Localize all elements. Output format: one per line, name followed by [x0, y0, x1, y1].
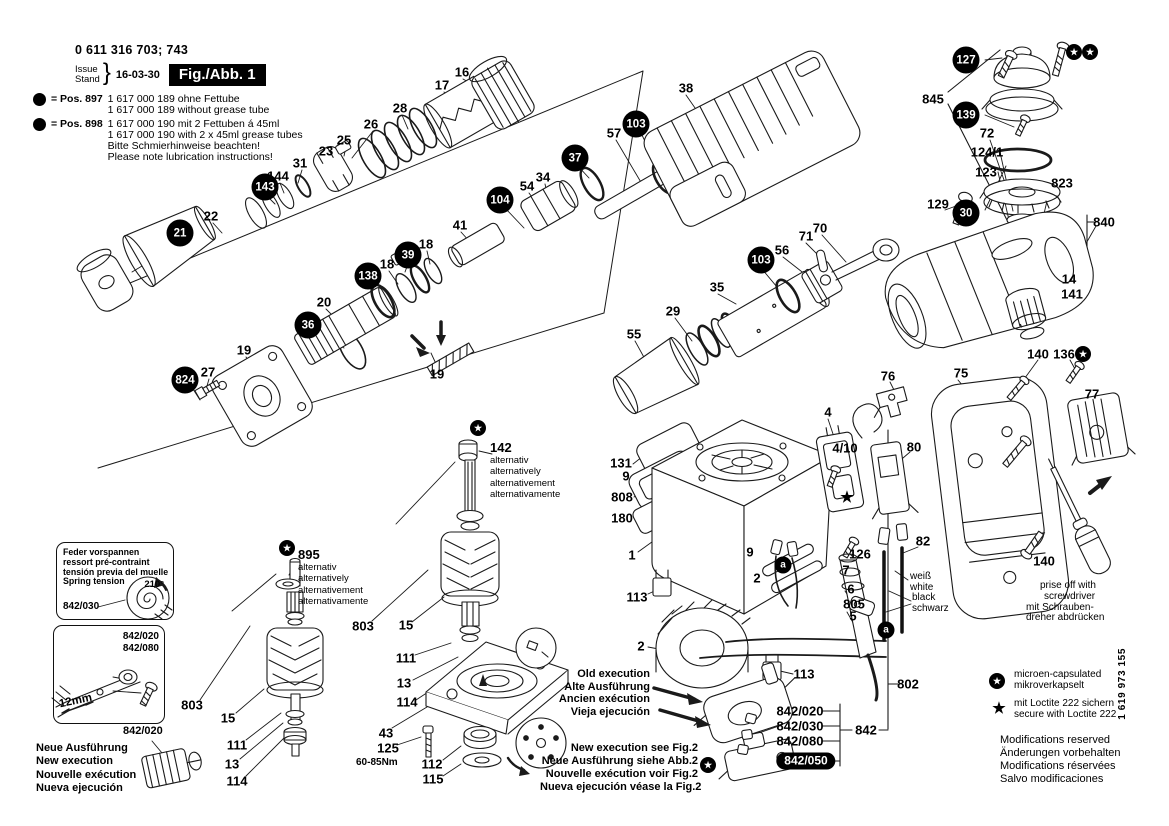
part-callout-141: 141: [1061, 286, 1083, 302]
part-callout-82: 82: [915, 533, 931, 549]
part-callout-103: 103: [623, 111, 650, 138]
part-callout-19: 19: [236, 342, 252, 358]
part-callout-113: 113: [793, 666, 815, 682]
part-callout-70: 70: [812, 220, 828, 236]
part-callout-41: 41: [452, 217, 468, 233]
part-callout-31: 31: [292, 155, 308, 171]
legend-microencapsulated: microen-capsulated mikroverkapselt: [1014, 669, 1102, 691]
part-callout-77: 77: [1084, 386, 1100, 402]
part-callout-114: 114: [396, 694, 418, 710]
part-callout-103: 103: [748, 247, 775, 274]
part-callout-75: 75: [953, 365, 969, 381]
part-callout--: ★: [1066, 44, 1082, 60]
part-callout-76: 76: [880, 368, 896, 384]
pos-898-label: = Pos. 898: [51, 118, 103, 130]
part-callout-143: 143: [252, 174, 279, 201]
part-callout-30: 30: [953, 200, 980, 227]
part-callout--: ★: [700, 757, 716, 773]
part-callout-43: 43: [378, 725, 394, 741]
part-callout-55: 55: [626, 326, 642, 342]
part-callout--: ★: [1075, 346, 1091, 362]
part-callout-15: 15: [398, 617, 414, 633]
part-callout-21: 21: [167, 220, 194, 247]
part-callout-16: 16: [454, 64, 470, 80]
part-callout-13: 13: [396, 675, 412, 691]
product-numbers: 0 611 316 703; 743: [75, 43, 189, 57]
part-callout-71: 71: [798, 228, 814, 244]
part-callout-129: 129: [927, 196, 949, 212]
part-callout-38: 38: [678, 80, 694, 96]
alt-895-lines: alternativ alternatively alternativement alternativamente: [298, 562, 369, 607]
part-callout-114: 114: [226, 773, 248, 789]
part-callout--: ★: [989, 673, 1005, 689]
part-callout-15: 15: [220, 710, 236, 726]
part-callout-111: 111: [226, 737, 248, 753]
part-callout-56: 56: [774, 242, 790, 258]
part-callout-25: 25: [336, 132, 352, 148]
part-callout-840: 840: [1093, 214, 1115, 230]
part-callout-a: a: [775, 557, 792, 574]
part-callout-72: 72: [979, 125, 995, 141]
wrench-refs: 842/020 842/080: [122, 631, 159, 654]
part-callout-842-020: 842/020: [776, 703, 824, 719]
part-callout-9: 9: [622, 468, 630, 484]
brace-glyph: }: [102, 59, 111, 86]
part-callout-26: 26: [363, 116, 379, 132]
part-callout-13: 13: [224, 756, 240, 772]
part-callout-124-1: 124/1: [970, 144, 1004, 160]
part-callout-139: 139: [953, 102, 980, 129]
alt-142-number: 142: [490, 440, 512, 455]
part-callout-842-080: 842/080: [776, 733, 824, 749]
wire-black-label: black schwarz: [912, 592, 949, 614]
part-callout-125: 125: [377, 740, 399, 756]
part-callout-180: 180: [611, 510, 633, 526]
wrench-dimension: 12mm: [58, 691, 94, 711]
part-callout-2: 2: [637, 638, 645, 654]
torque-label: 60-85Nm: [356, 757, 398, 768]
part-callout-28: 28: [392, 100, 408, 116]
part-callout-4: 4: [824, 404, 832, 420]
part-callout-112: 112: [421, 756, 443, 772]
stand-label: Stand: [75, 73, 100, 85]
new-execution-note: Neue Ausführung New execution Nouvelle exécution Nueva ejecución: [36, 742, 137, 795]
issue-date: 16-03-30: [115, 68, 160, 81]
part-callout-36: 36: [295, 312, 322, 339]
prise-off-note: prise off with screwdriver mit Schrauben- dreher abdrücken: [1026, 580, 1105, 624]
part-callout-126: 126: [849, 546, 871, 562]
part-callout-111: 111: [395, 650, 417, 666]
part-callout-824: 824: [172, 367, 199, 394]
part-callout-803: 803: [181, 697, 203, 713]
part-callout-29: 29: [665, 303, 681, 319]
modifications-note: Modifications reserved Änderungen vorbehalten Modifications réservées Salvo modificaciones: [1000, 734, 1121, 785]
part-callout-842-030: 842/030: [776, 718, 824, 734]
part-callout-144: 144: [267, 168, 289, 184]
part-callout-14: 14: [1061, 271, 1077, 287]
part-callout-23: 23: [318, 143, 334, 159]
part-callout-6: 6: [847, 581, 855, 597]
part-callout-136: 136: [1053, 346, 1075, 362]
part-callout-4-10: 4/10: [832, 440, 858, 456]
pos-898-lines: 1 617 000 190 mit 2 Fettuben á 45ml 1 617 000 190 with 2 x 45ml grease tubes Bitte Schmierhinweise beachten! Please note lubrication instructions!: [107, 118, 303, 163]
part-callout-842-050: 842/050: [776, 753, 835, 770]
part-callout-20: 20: [316, 294, 332, 310]
document-number: 1 619 973 155: [1117, 648, 1128, 720]
alt-895-number: 895: [298, 547, 320, 562]
part-callout-123: 123: [975, 164, 997, 180]
pos-897-lines: 1 617 000 189 ohne Fettube 1 617 000 189 without grease tube: [107, 93, 270, 116]
part-callout-802: 802: [897, 676, 919, 692]
part-callout-7: 7: [842, 562, 850, 578]
part-callout-18: 18: [418, 236, 434, 252]
part-callout-57: 57: [606, 125, 622, 141]
part-callout-140: 140: [1027, 346, 1049, 362]
part-callout-22: 22: [203, 208, 219, 224]
figure-label: Fig./Abb. 1: [169, 64, 266, 86]
part-callout-104: 104: [487, 187, 514, 214]
part-callout-37: 37: [562, 145, 589, 172]
part-callout-131: 131: [610, 455, 632, 471]
legend-loctite: mit Loctite 222 sichern secure with Loctite 222: [1014, 698, 1117, 720]
part-callout-1: 1: [628, 547, 636, 563]
spring-angle: 210°: [144, 579, 164, 590]
part-callout-80: 80: [906, 439, 922, 455]
part-callout-a: a: [878, 622, 895, 639]
part-callout--: ★: [1082, 44, 1098, 60]
part-callout-19: 19: [429, 366, 445, 382]
part-callout-17: 17: [434, 77, 450, 93]
part-callout-54: 54: [519, 178, 535, 194]
part-callout-113: 113: [626, 589, 648, 605]
part-callout-39: 39: [395, 242, 422, 269]
spring-tension-text: Feder vorspannen ressort pré-contraint tensión previa del muelle Spring tension: [63, 547, 169, 587]
part-callout-138: 138: [355, 263, 382, 290]
old-execution-note: Old execution Alte Ausführung Ancien exécution Vieja ejecución: [558, 668, 650, 718]
part-callout-808: 808: [611, 489, 633, 505]
part-callout-845: 845: [922, 91, 944, 107]
part-callout-115: 115: [422, 771, 444, 787]
part-callout-35: 35: [709, 279, 725, 295]
new-execution-ref: 842/020: [123, 725, 163, 737]
part-callout-805: 805: [843, 596, 865, 612]
new-execution-fig2-note: New execution see Fig.2 Neue Ausführung siehe Abb.2 Nouvelle exécution voir Fig.2 Nueva ejecución véase la Fig.2: [540, 742, 702, 793]
part-callout-803: 803: [352, 618, 374, 634]
alt-142-lines: alternativ alternatively alternativement alternativamente: [490, 455, 561, 500]
part-callout-842: 842: [855, 722, 877, 738]
issue-label: Issue: [75, 63, 98, 75]
part-callout-823: 823: [1051, 175, 1073, 191]
part-callout-127: 127: [953, 47, 980, 74]
part-callout-34: 34: [535, 169, 551, 185]
part-callout--: ★: [470, 420, 486, 436]
spring-ref: 842/030: [63, 601, 100, 612]
part-callout-9: 9: [746, 544, 754, 560]
part-callout--: ★: [992, 700, 1006, 717]
part-callout-5: 5: [849, 608, 857, 624]
part-callout--: ★: [279, 540, 295, 556]
wire-white-label: weiß white: [910, 571, 934, 593]
part-callout-2: 2: [753, 570, 761, 586]
part-callout--: ★: [840, 489, 854, 506]
part-callout-18: 18: [379, 256, 395, 272]
pos-897-label: = Pos. 897: [51, 93, 103, 105]
part-callout-27: 27: [200, 364, 216, 380]
part-callout-140: 140: [1033, 553, 1055, 569]
